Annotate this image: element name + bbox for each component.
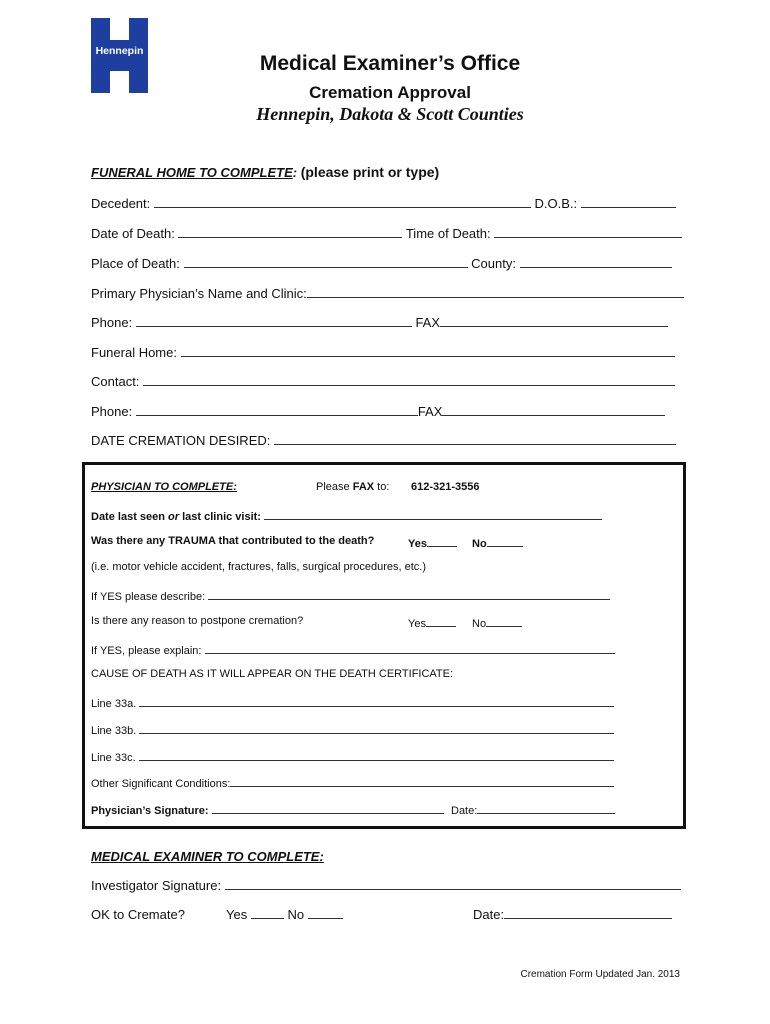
trauma-yes-field[interactable] xyxy=(427,535,457,547)
funeral-section-heading xyxy=(91,164,439,180)
counties-heading: Hennepin, Dakota & Scott Counties xyxy=(256,104,524,124)
postpone-yes xyxy=(408,615,456,630)
physician-date xyxy=(451,802,615,817)
physician-signature-row xyxy=(91,802,478,817)
other-conditions-label: Other Significant Conditions: xyxy=(91,778,231,790)
hennepin-logo xyxy=(91,18,148,93)
trauma-no-label: No xyxy=(472,538,487,550)
postpone-yes-field[interactable] xyxy=(426,615,456,627)
line-33a-field[interactable] xyxy=(139,695,614,707)
last-seen-field[interactable] xyxy=(264,508,602,520)
postpone-no xyxy=(472,615,522,630)
cremate-yes-no xyxy=(226,907,343,922)
phone-label: Phone: xyxy=(91,315,133,330)
fax2-field[interactable] xyxy=(442,404,665,416)
investigator-signature-label: Investigator Signature: xyxy=(91,878,222,893)
explain-label: If YES, please explain: xyxy=(91,645,202,657)
date-of-death-row xyxy=(91,226,682,241)
fax-label: FAX xyxy=(415,315,441,330)
funeral-heading-colon: : xyxy=(292,165,298,180)
phone2-row xyxy=(91,404,665,419)
contact-row xyxy=(91,374,675,389)
fax2-label: FAX xyxy=(417,404,443,419)
place-of-death-field[interactable] xyxy=(184,256,468,268)
trauma-yes-label: Yes xyxy=(408,538,427,550)
dob-field[interactable] xyxy=(581,196,676,208)
page-subtitle: Cremation Approval xyxy=(309,83,471,102)
county-field[interactable] xyxy=(520,256,672,268)
funeral-home-row xyxy=(91,345,675,360)
place-of-death-row xyxy=(91,256,672,271)
cremate-yes-label: Yes xyxy=(226,907,248,922)
date-cremation-row xyxy=(91,433,676,448)
explain-field[interactable] xyxy=(205,642,615,654)
line-33b-field[interactable] xyxy=(139,722,614,734)
contact-label: Contact: xyxy=(91,374,140,389)
fax-field[interactable] xyxy=(440,315,668,327)
time-of-death-field[interactable] xyxy=(494,226,682,238)
date-cremation-label: DATE CREMATION DESIRED: xyxy=(91,433,271,448)
last-seen-or: or xyxy=(168,511,180,523)
line-33b-row xyxy=(91,722,614,737)
primary-physician-row xyxy=(91,286,684,301)
examiner-date-field[interactable] xyxy=(504,907,672,919)
examiner-date-label: Date: xyxy=(473,907,505,922)
postpone-yes-label: Yes xyxy=(408,618,426,630)
physician-signature-field[interactable] xyxy=(212,802,444,814)
please-fax-label: Please FAX to: xyxy=(316,481,390,493)
cremate-yes-field[interactable] xyxy=(251,907,284,919)
date-cremation-field[interactable] xyxy=(274,433,676,445)
ok-to-cremate-row xyxy=(91,907,505,922)
decedent-label: Decedent: xyxy=(91,196,151,211)
postpone-question: Is there any reason to postpone cremation? xyxy=(91,615,304,627)
page-title: Medical Examiner’s Office xyxy=(259,52,521,75)
form-updated-note: Cremation Form Updated Jan. 2013 xyxy=(520,969,680,980)
postpone-row xyxy=(91,615,487,630)
last-seen-row xyxy=(91,508,602,523)
physician-date-field[interactable] xyxy=(477,802,615,814)
describe-field[interactable] xyxy=(208,588,610,600)
cause-heading: CAUSE OF DEATH AS IT WILL APPEAR ON THE DEATH CERTIFICATE: xyxy=(91,668,454,680)
decedent-field[interactable] xyxy=(154,196,531,208)
line-33a-label: Line 33a. xyxy=(91,698,137,710)
cremate-no-field[interactable] xyxy=(308,907,343,919)
postpone-no-field[interactable] xyxy=(486,615,522,627)
examiner-heading: MEDICAL EXAMINER TO COMPLETE: xyxy=(91,849,324,864)
contact-field[interactable] xyxy=(143,374,675,386)
date-of-death-label: Date of Death: xyxy=(91,226,175,241)
phone-row xyxy=(91,315,668,330)
time-of-death-label: Time of Death: xyxy=(405,226,491,241)
dob-label: D.O.B.: xyxy=(534,196,578,211)
last-seen-label-end: last clinic visit: xyxy=(179,511,261,523)
physician-heading: PHYSICIAN TO COMPLETE: xyxy=(91,481,237,493)
line-33c-row xyxy=(91,749,614,764)
other-conditions-row xyxy=(91,775,614,790)
line-33a-row xyxy=(91,695,614,710)
line-33b-label: Line 33b. xyxy=(91,725,137,737)
physician-fax-number: 612-321-3556 xyxy=(411,481,480,493)
trauma-no-field[interactable] xyxy=(487,535,523,547)
last-seen-label: Date last seen xyxy=(91,511,169,523)
physician-signature-label: Physician’s Signature: xyxy=(91,805,209,817)
trauma-question: Was there any TRAUMA that contributed to the death? xyxy=(91,535,375,547)
primary-physician-field[interactable] xyxy=(307,286,684,298)
phone-field[interactable] xyxy=(136,315,412,327)
ok-to-cremate-label: OK to Cremate? xyxy=(91,907,185,922)
trauma-row xyxy=(91,535,487,550)
funeral-home-label: Funeral Home: xyxy=(91,345,177,360)
funeral-instruction: (please print or type) xyxy=(300,164,440,180)
trauma-yes xyxy=(408,535,457,550)
describe-label: If YES please describe: xyxy=(91,591,206,603)
cremate-no-label: No xyxy=(287,907,305,922)
funeral-home-field[interactable] xyxy=(181,345,675,357)
explain-row xyxy=(91,642,615,657)
primary-physician-label: Primary Physician’s Name and Clinic: xyxy=(91,286,307,301)
other-conditions-field[interactable] xyxy=(230,775,614,787)
investigator-signature-row xyxy=(91,878,681,893)
trauma-no xyxy=(472,535,523,550)
logo-text: Hennepin xyxy=(95,45,144,57)
funeral-heading-text: FUNERAL HOME TO COMPLETE xyxy=(91,165,293,180)
line-33c-label: Line 33c. xyxy=(91,752,136,764)
trauma-examples: (i.e. motor vehicle accident, fractures, falls, surgical procedures, etc.) xyxy=(91,561,427,573)
county-label: County: xyxy=(471,256,516,271)
phone2-label: Phone: xyxy=(91,404,133,419)
investigator-signature-field[interactable] xyxy=(225,878,681,890)
date-of-death-field[interactable] xyxy=(178,226,402,238)
place-of-death-label: Place of Death: xyxy=(91,256,180,271)
physician-date-label: Date: xyxy=(451,805,478,817)
decedent-row xyxy=(91,196,676,211)
phone2-field[interactable] xyxy=(136,404,418,416)
examiner-date xyxy=(473,907,672,922)
line-33c-field[interactable] xyxy=(139,749,614,761)
describe-row xyxy=(91,588,610,603)
postpone-no-label: No xyxy=(472,618,487,630)
